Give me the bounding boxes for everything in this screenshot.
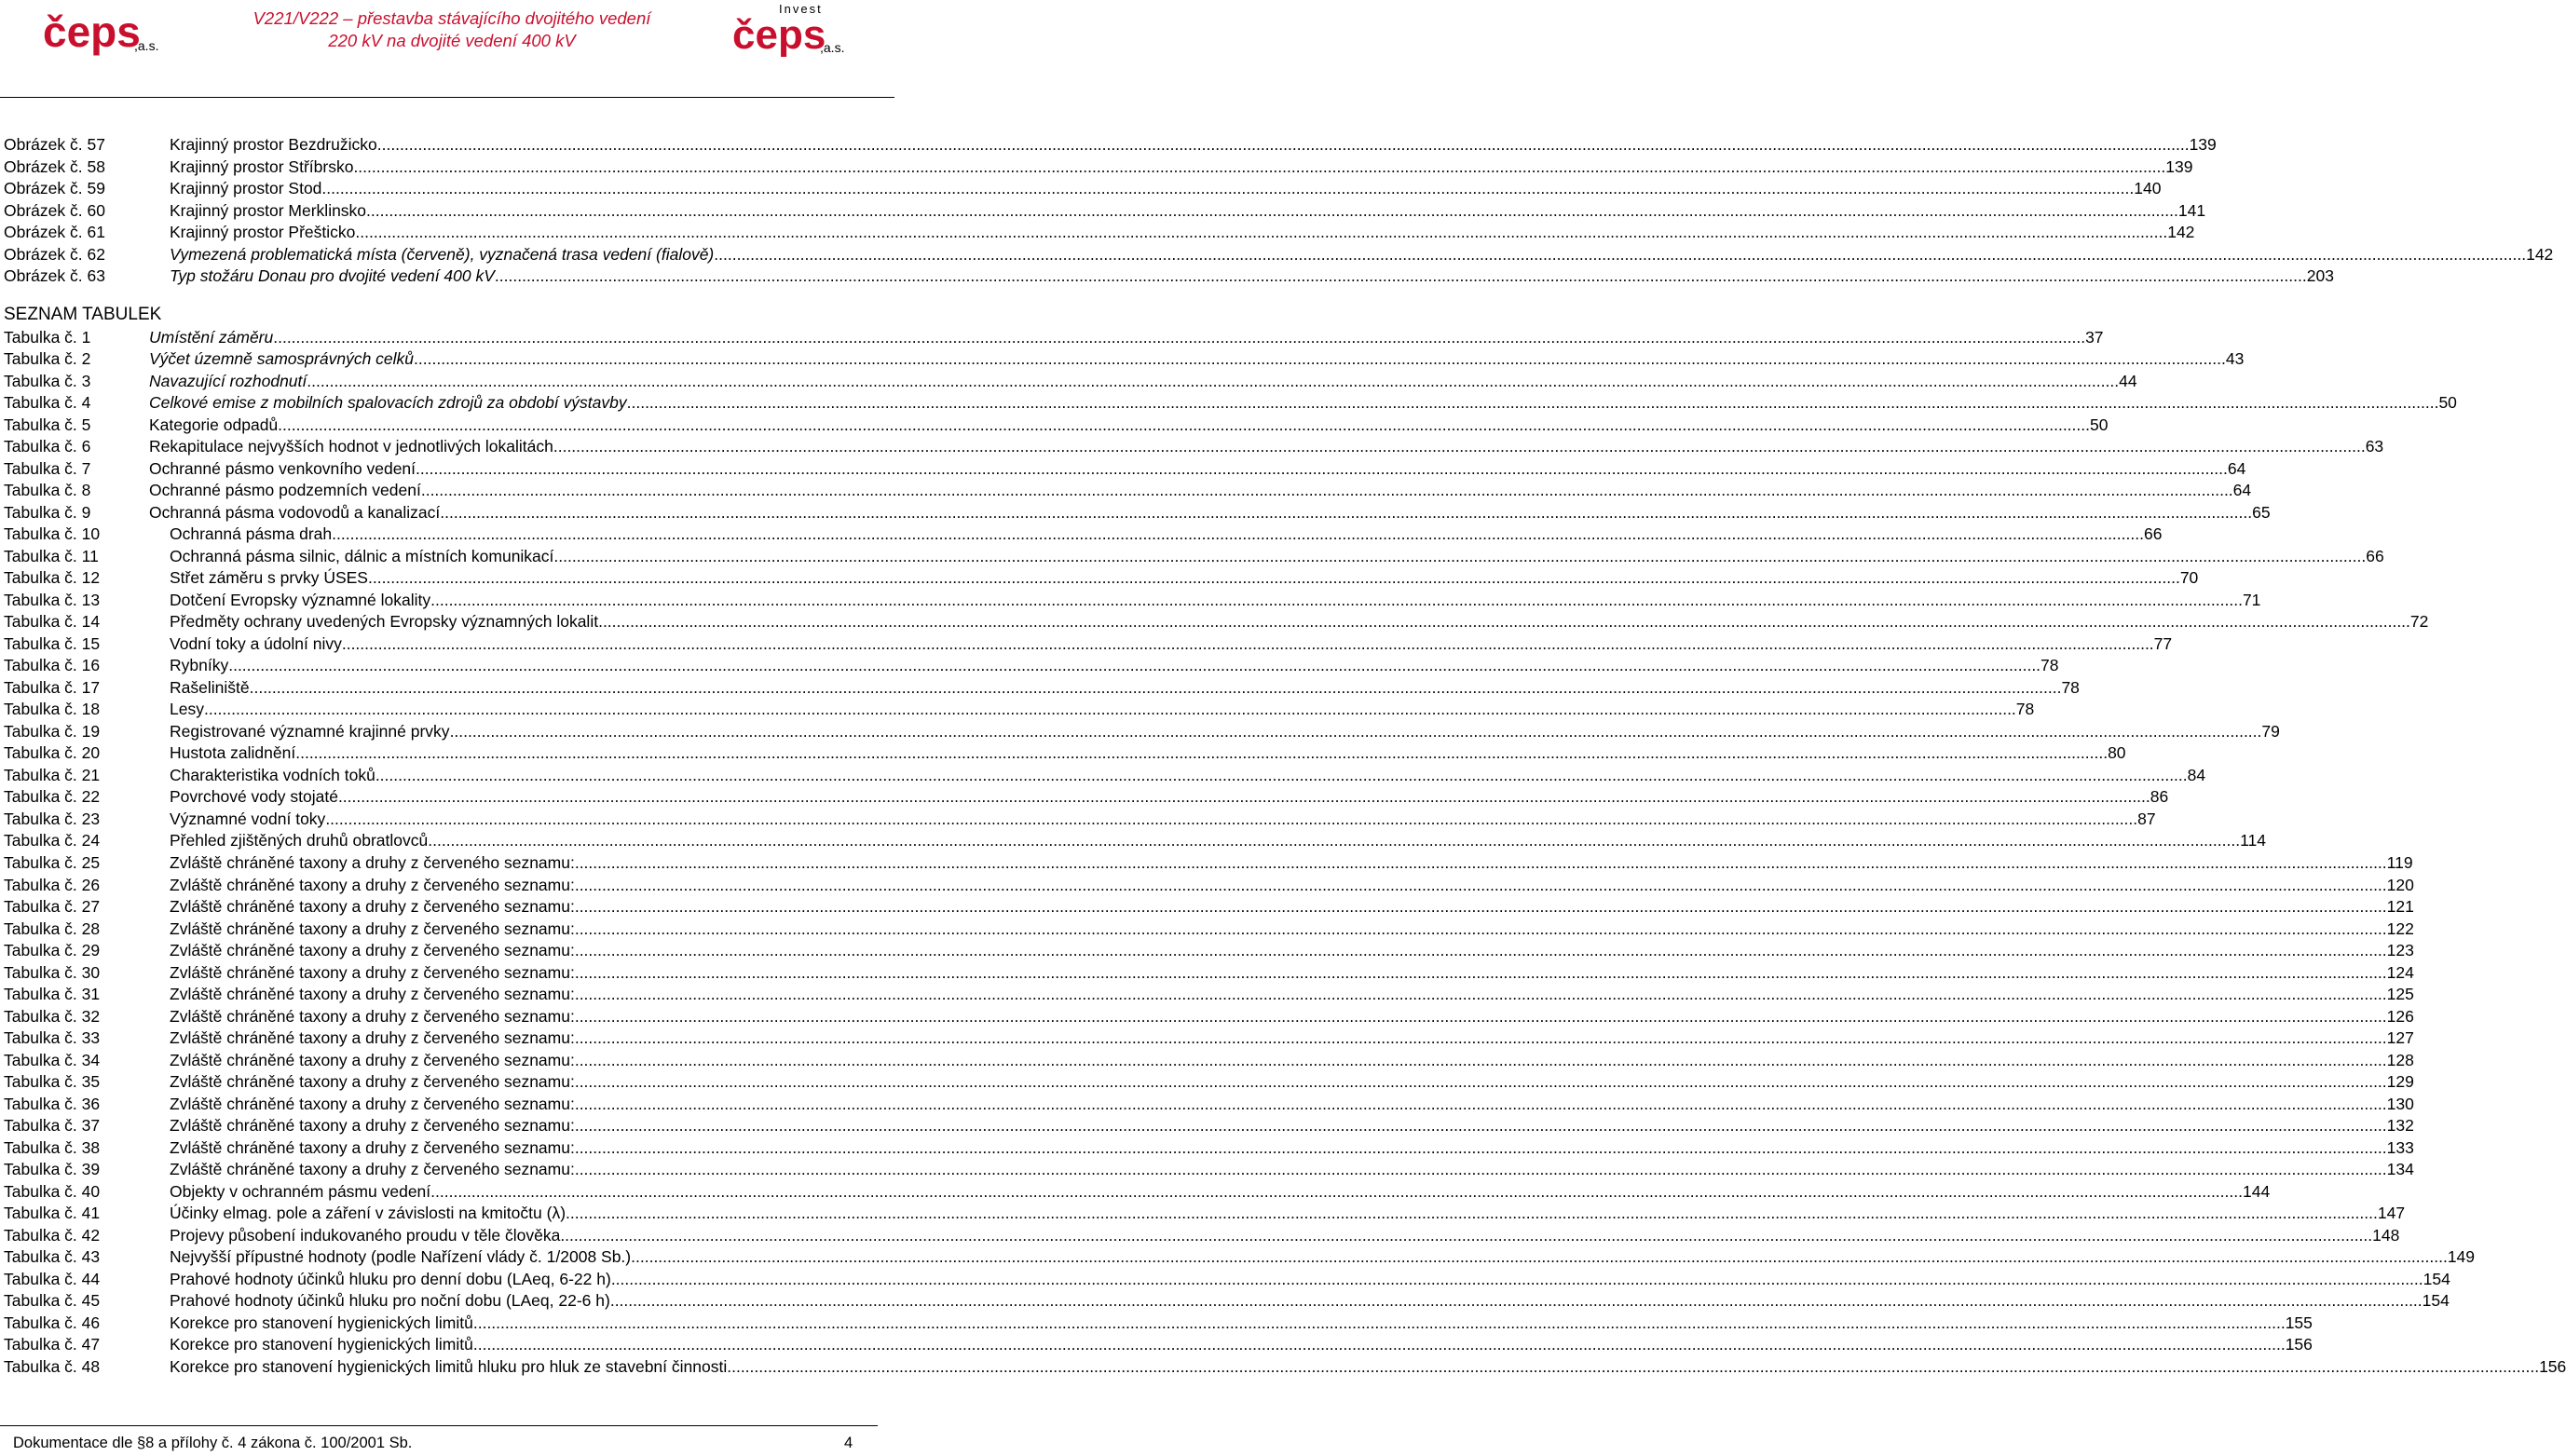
figure-entry[interactable] bbox=[4, 134, 2217, 156]
entry-title: Zvláště chráněné taxony a druhy z červeného seznamu: bbox=[170, 1072, 575, 1092]
entry-label: Tabulka č. 40 bbox=[4, 1181, 101, 1201]
entry-page-number: 37 bbox=[2085, 327, 2104, 347]
entry-label: Obrázek č. 63 bbox=[4, 266, 105, 286]
entry-label: Tabulka č. 31 bbox=[4, 985, 101, 1004]
entry-page-number: 129 bbox=[2386, 1072, 2414, 1092]
dot-leader: ................................................................................................................................................................................................................................................................................................................................................................................................................ bbox=[325, 809, 2138, 828]
table-entry[interactable] bbox=[4, 742, 2126, 765]
entry-label: Tabulka č. 33 bbox=[4, 1028, 101, 1048]
entry-label: Tabulka č. 28 bbox=[4, 919, 101, 938]
entry-title: Umístění záměru bbox=[149, 327, 274, 347]
entry-label: Tabulka č. 9 bbox=[4, 502, 91, 522]
table-entry[interactable] bbox=[4, 1006, 2414, 1028]
dot-leader: ................................................................................................................................................................................................................................................................................................................................................................................................................ bbox=[416, 458, 2228, 478]
entry-page-number: 122 bbox=[2386, 919, 2414, 938]
logo-right-wordmark: čeps bbox=[732, 12, 826, 58]
title-line-2: 220 kV na dvojité vedení 400 kV bbox=[328, 31, 576, 50]
document-title bbox=[186, 7, 717, 52]
table-entry[interactable] bbox=[4, 327, 2104, 349]
table-entry[interactable] bbox=[4, 1269, 2450, 1291]
logo-left-suffix: ,a.s. bbox=[134, 38, 159, 53]
ceps-invest-logo bbox=[730, 0, 852, 58]
figure-entry[interactable] bbox=[4, 178, 2162, 200]
table-entry[interactable] bbox=[4, 809, 2156, 831]
entry-page-number: 147 bbox=[2377, 1204, 2406, 1223]
dot-leader: ................................................................................................................................................................................................................................................................................................................................................................................................................ bbox=[574, 1006, 2387, 1026]
entry-page-number: 203 bbox=[2306, 266, 2334, 286]
table-entry[interactable] bbox=[4, 458, 2246, 481]
entry-title: Zvláště chráněné taxony a druhy z červeného seznamu: bbox=[170, 852, 575, 872]
entry-title: Prahové hodnoty účinků hluku pro denní dobu (LAeq, 6-22 h) bbox=[170, 1269, 611, 1288]
entry-label: Obrázek č. 60 bbox=[4, 200, 105, 220]
table-entry[interactable] bbox=[4, 962, 2414, 985]
dot-leader: ................................................................................................................................................................................................................................................................................................................................................................................................................ bbox=[295, 743, 2109, 763]
entry-page-number: 144 bbox=[2242, 1181, 2271, 1201]
table-entry[interactable] bbox=[4, 1137, 2414, 1160]
table-entry[interactable] bbox=[4, 852, 2413, 875]
entry-title: Zvláště chráněné taxony a druhy z červeného seznamu: bbox=[170, 1094, 575, 1113]
entry-title: Zvláště chráněné taxony a druhy z červeného seznamu: bbox=[170, 1137, 575, 1157]
table-entry[interactable] bbox=[4, 699, 2035, 721]
entry-label: Obrázek č. 62 bbox=[4, 244, 105, 264]
table-entry[interactable] bbox=[4, 1027, 2414, 1050]
entry-title: Celkové emise z mobilních spalovacích zdrojů za období výstavby bbox=[149, 393, 627, 413]
entry-label: Tabulka č. 39 bbox=[4, 1160, 101, 1179]
entry-label: Tabulka č. 20 bbox=[4, 743, 101, 763]
entry-label: Tabulka č. 16 bbox=[4, 656, 101, 675]
entry-title: Vymezená problematická místa (červeně), vyznačená trasa vedení (fialově) bbox=[170, 244, 715, 264]
entry-title: Zvláště chráněné taxony a druhy z červeného seznamu: bbox=[170, 985, 575, 1004]
entry-title: Dotčení Evropsky významné lokality bbox=[170, 590, 431, 609]
entry-title: Rašeliniště bbox=[170, 677, 250, 697]
table-entry[interactable] bbox=[4, 786, 2169, 809]
entry-page-number: 65 bbox=[2252, 502, 2271, 522]
dot-leader: ................................................................................................................................................................................................................................................................................................................................................................................................................ bbox=[598, 612, 2410, 632]
entry-page-number: 44 bbox=[2119, 371, 2137, 390]
dot-leader: ................................................................................................................................................................................................................................................................................................................................................................................................................ bbox=[353, 156, 2166, 176]
entry-label: Tabulka č. 45 bbox=[4, 1291, 101, 1311]
entry-page-number: 66 bbox=[2143, 524, 2163, 544]
entry-label: Tabulka č. 6 bbox=[4, 437, 91, 456]
entry-label: Tabulka č. 46 bbox=[4, 1313, 101, 1332]
entry-page-number: 50 bbox=[2438, 393, 2457, 413]
dot-leader: ................................................................................................................................................................................................................................................................................................................................................................................................................ bbox=[560, 1225, 2373, 1245]
figure-entry[interactable] bbox=[4, 222, 2195, 244]
entry-label: Tabulka č. 19 bbox=[4, 721, 101, 741]
dot-leader: ................................................................................................................................................................................................................................................................................................................................................................................................................ bbox=[609, 1291, 2423, 1311]
dot-leader: ................................................................................................................................................................................................................................................................................................................................................................................................................ bbox=[472, 1313, 2286, 1332]
table-entry[interactable] bbox=[4, 830, 2266, 852]
dot-leader: ................................................................................................................................................................................................................................................................................................................................................................................................................ bbox=[574, 985, 2387, 1004]
entry-page-number: 114 bbox=[2240, 831, 2266, 850]
table-entry[interactable] bbox=[4, 371, 2137, 393]
entry-title: Účinky elmag. pole a záření v závislosti na kmitočtu (λ) bbox=[170, 1204, 566, 1223]
entry-page-number: 127 bbox=[2386, 1028, 2414, 1048]
entry-label: Tabulka č. 27 bbox=[4, 897, 101, 917]
entry-label: Tabulka č. 2 bbox=[4, 349, 91, 369]
dot-leader: ................................................................................................................................................................................................................................................................................................................................................................................................................ bbox=[610, 1269, 2423, 1288]
entry-title: Hustota zalidnění bbox=[170, 743, 296, 763]
entry-page-number: 50 bbox=[2090, 415, 2109, 434]
entry-title: Projevy působení indukovaného proudu v těle člověka bbox=[170, 1225, 561, 1245]
footer-page-number: 4 bbox=[844, 1435, 853, 1451]
table-entry[interactable] bbox=[4, 765, 2206, 787]
dot-leader: ................................................................................................................................................................................................................................................................................................................................................................................................................ bbox=[553, 437, 2366, 456]
entry-label: Tabulka č. 43 bbox=[4, 1247, 101, 1267]
entry-label: Tabulka č. 8 bbox=[4, 481, 91, 500]
table-entry[interactable] bbox=[4, 655, 2059, 677]
entry-label: Obrázek č. 57 bbox=[4, 135, 105, 154]
entry-page-number: 64 bbox=[2232, 481, 2252, 500]
entry-page-number: 79 bbox=[2261, 721, 2280, 741]
dot-leader: ................................................................................................................................................................................................................................................................................................................................................................................................................ bbox=[574, 1137, 2387, 1157]
entry-title: Charakteristika vodních toků bbox=[170, 765, 375, 784]
dot-leader: ................................................................................................................................................................................................................................................................................................................................................................................................................ bbox=[727, 1356, 2540, 1376]
title-line-1: V221/V222 – přestavba stávajícího dvojitého vedení bbox=[253, 8, 651, 28]
entry-title: Krajinný prostor Stod bbox=[170, 179, 322, 198]
entry-title: Střet záměru s prvky ÚSES bbox=[170, 568, 368, 588]
entry-page-number: 126 bbox=[2386, 1006, 2414, 1026]
dot-leader: ................................................................................................................................................................................................................................................................................................................................................................................................................ bbox=[574, 1072, 2387, 1092]
table-entry[interactable] bbox=[4, 1203, 2406, 1225]
dot-leader: ................................................................................................................................................................................................................................................................................................................................................................................................................ bbox=[449, 721, 2262, 741]
table-entry[interactable] bbox=[4, 348, 2245, 371]
dot-leader: ................................................................................................................................................................................................................................................................................................................................................................................................................ bbox=[574, 875, 2387, 894]
entry-label: Tabulka č. 34 bbox=[4, 1050, 101, 1069]
dot-leader: ................................................................................................................................................................................................................................................................................................................................................................................................................ bbox=[278, 415, 2090, 434]
entry-page-number: 141 bbox=[2177, 200, 2206, 220]
entry-title: Korekce pro stanovení hygienických limitů bbox=[170, 1335, 473, 1354]
table-entry[interactable] bbox=[4, 546, 2384, 568]
dot-leader: ................................................................................................................................................................................................................................................................................................................................................................................................................ bbox=[249, 677, 2062, 697]
entry-label: Tabulka č. 26 bbox=[4, 875, 101, 894]
footer-text: Dokumentace dle §8 a přílohy č. 4 zákona č. 100/2001 Sb. bbox=[13, 1435, 413, 1451]
entry-title: Ochranná pásma vodovodů a kanalizací bbox=[149, 502, 441, 522]
dot-leader: ................................................................................................................................................................................................................................................................................................................................................................................................................ bbox=[337, 787, 2150, 807]
dot-leader: ................................................................................................................................................................................................................................................................................................................................................................................................................ bbox=[430, 1181, 2243, 1201]
entry-label: Tabulka č. 23 bbox=[4, 809, 101, 828]
entry-label: Tabulka č. 29 bbox=[4, 941, 101, 960]
entry-title: Povrchové vody stojaté bbox=[170, 787, 338, 807]
entry-title: Předměty ochrany uvedených Evropsky významných lokalit bbox=[170, 612, 599, 632]
entry-page-number: 43 bbox=[2225, 349, 2245, 369]
table-entry[interactable] bbox=[4, 392, 2457, 415]
dot-leader: ................................................................................................................................................................................................................................................................................................................................................................................................................ bbox=[714, 244, 2527, 264]
dot-leader: ................................................................................................................................................................................................................................................................................................................................................................................................................ bbox=[273, 327, 2086, 347]
entry-title: Krajinný prostor Bezdružicko bbox=[170, 135, 377, 154]
entry-title: Korekce pro stanovení hygienických limitů hluku pro hluk ze stavební činnosti bbox=[170, 1356, 728, 1376]
dot-leader: ................................................................................................................................................................................................................................................................................................................................................................................................................ bbox=[203, 700, 2016, 719]
table-entry[interactable] bbox=[4, 1115, 2414, 1137]
entry-page-number: 132 bbox=[2386, 1116, 2414, 1136]
entry-title: Rybníky bbox=[170, 656, 229, 675]
table-entry[interactable] bbox=[4, 1071, 2414, 1094]
entry-page-number: 87 bbox=[2137, 809, 2156, 828]
entry-page-number: 78 bbox=[2061, 677, 2080, 697]
entry-label: Tabulka č. 44 bbox=[4, 1269, 101, 1288]
dot-leader: ................................................................................................................................................................................................................................................................................................................................................................................................................ bbox=[367, 568, 2180, 588]
dot-leader: ................................................................................................................................................................................................................................................................................................................................................................................................................ bbox=[375, 765, 2188, 784]
table-entry[interactable] bbox=[4, 415, 2109, 437]
dot-leader: ................................................................................................................................................................................................................................................................................................................................................................................................................ bbox=[355, 223, 2168, 242]
entry-page-number: 86 bbox=[2150, 787, 2169, 807]
entry-title: Krajinný prostor Přešticko bbox=[170, 223, 356, 242]
dot-leader: ................................................................................................................................................................................................................................................................................................................................................................................................................ bbox=[574, 941, 2387, 960]
entry-label: Tabulka č. 12 bbox=[4, 568, 101, 588]
entry-title: Zvláště chráněné taxony a druhy z červeného seznamu: bbox=[170, 1050, 575, 1069]
entry-label: Tabulka č. 32 bbox=[4, 1006, 101, 1026]
logo-right-invest: Invest bbox=[779, 2, 823, 16]
entry-title: Objekty v ochranném pásmu vedení bbox=[170, 1181, 431, 1201]
entry-page-number: 139 bbox=[2165, 156, 2193, 176]
figure-entry[interactable] bbox=[4, 200, 2206, 223]
dot-leader: ................................................................................................................................................................................................................................................................................................................................................................................................................ bbox=[574, 1028, 2387, 1048]
dot-leader: ................................................................................................................................................................................................................................................................................................................................................................................................................ bbox=[494, 266, 2307, 286]
table-entry[interactable] bbox=[4, 1094, 2414, 1116]
entry-page-number: 84 bbox=[2187, 765, 2206, 784]
dot-leader: ................................................................................................................................................................................................................................................................................................................................................................................................................ bbox=[472, 1335, 2286, 1354]
entry-title: Zvláště chráněné taxony a druhy z červeného seznamu: bbox=[170, 1006, 575, 1026]
dot-leader: ................................................................................................................................................................................................................................................................................................................................................................................................................ bbox=[635, 1247, 2448, 1267]
entry-title: Prahové hodnoty účinků hluku pro noční dobu (LAeq, 22-6 h) bbox=[170, 1291, 610, 1311]
entry-page-number: 78 bbox=[2041, 656, 2059, 675]
entry-title: Ochranné pásmo venkovního vedení bbox=[149, 458, 416, 478]
dot-leader: ................................................................................................................................................................................................................................................................................................................................................................................................................ bbox=[428, 831, 2241, 850]
entry-page-number: 155 bbox=[2285, 1313, 2313, 1332]
entry-page-number: 77 bbox=[2153, 633, 2173, 653]
entry-page-number: 156 bbox=[2539, 1356, 2566, 1376]
entry-label: Tabulka č. 35 bbox=[4, 1072, 101, 1092]
entry-label: Tabulka č. 48 bbox=[4, 1356, 101, 1376]
entry-page-number: 140 bbox=[2134, 179, 2162, 198]
table-entry[interactable] bbox=[4, 1313, 2313, 1335]
entry-title: Nejvyšší přípustné hodnoty (podle Nařízení vlády č. 1/2008 Sb.). bbox=[170, 1247, 635, 1267]
table-entry[interactable] bbox=[4, 1356, 2566, 1379]
entry-title: Rekapitulace nejvyšších hodnot v jednotlivých lokalitách bbox=[149, 437, 553, 456]
entry-title: Zvláště chráněné taxony a druhy z červeného seznamu: bbox=[170, 897, 575, 917]
dot-leader: ................................................................................................................................................................................................................................................................................................................................................................................................................ bbox=[440, 502, 2253, 522]
table-entry[interactable] bbox=[4, 940, 2414, 962]
table-entry[interactable] bbox=[4, 633, 2173, 656]
dot-leader: ................................................................................................................................................................................................................................................................................................................................................................................................................ bbox=[414, 349, 2226, 369]
entry-label: Tabulka č. 38 bbox=[4, 1137, 101, 1157]
dot-leader: ................................................................................................................................................................................................................................................................................................................................................................................................................ bbox=[341, 633, 2154, 653]
entry-page-number: 78 bbox=[2015, 700, 2035, 719]
table-entry[interactable] bbox=[4, 590, 2261, 612]
entry-title: Krajinný prostor Merklinsko bbox=[170, 200, 367, 220]
table-entry[interactable] bbox=[4, 611, 2429, 633]
table-entry[interactable] bbox=[4, 480, 2252, 502]
dot-leader: ................................................................................................................................................................................................................................................................................................................................................................................................................ bbox=[574, 1116, 2387, 1136]
entry-page-number: 149 bbox=[2447, 1247, 2476, 1267]
entry-page-number: 154 bbox=[2423, 1269, 2450, 1288]
dot-leader: ................................................................................................................................................................................................................................................................................................................................................................................................................ bbox=[574, 919, 2387, 938]
table-entry[interactable] bbox=[4, 1246, 2476, 1269]
entry-title: Krajinný prostor Stříbrsko bbox=[170, 156, 354, 176]
entry-label: Tabulka č. 25 bbox=[4, 852, 101, 872]
entry-label: Obrázek č. 61 bbox=[4, 223, 105, 242]
table-entry[interactable] bbox=[4, 1159, 2414, 1181]
entry-label: Tabulka č. 37 bbox=[4, 1116, 101, 1136]
entry-page-number: 121 bbox=[2386, 897, 2414, 917]
entry-page-number: 148 bbox=[2372, 1225, 2400, 1245]
table-entry[interactable] bbox=[4, 524, 2163, 546]
entry-page-number: 128 bbox=[2386, 1050, 2414, 1069]
entry-title: Ochranné pásmo podzemních vedení bbox=[149, 481, 421, 500]
entry-label: Tabulka č. 15 bbox=[4, 633, 101, 653]
table-entry[interactable] bbox=[4, 1050, 2414, 1072]
entry-label: Obrázek č. 58 bbox=[4, 156, 105, 176]
entry-title: Významné vodní toky bbox=[170, 809, 326, 828]
dot-leader: ................................................................................................................................................................................................................................................................................................................................................................................................................ bbox=[574, 852, 2387, 872]
entry-page-number: 134 bbox=[2386, 1160, 2414, 1179]
entry-page-number: 133 bbox=[2386, 1137, 2414, 1157]
entry-title: Registrované významné krajinné prvky bbox=[170, 721, 450, 741]
entry-label: Tabulka č. 47 bbox=[4, 1335, 101, 1354]
entry-title: Ochranná pásma drah bbox=[170, 524, 333, 544]
table-entry[interactable] bbox=[4, 1181, 2271, 1204]
entry-label: Tabulka č. 11 bbox=[4, 546, 99, 565]
table-entry[interactable] bbox=[4, 1334, 2313, 1356]
entry-label: Tabulka č. 36 bbox=[4, 1094, 101, 1113]
dot-leader: ................................................................................................................................................................................................................................................................................................................................................................................................................ bbox=[626, 393, 2439, 413]
table-of-contents bbox=[4, 134, 2566, 1378]
entry-title: Zvláště chráněné taxony a druhy z červeného seznamu: bbox=[170, 919, 575, 938]
table-entry[interactable] bbox=[4, 896, 2414, 919]
entry-label: Tabulka č. 13 bbox=[4, 590, 101, 609]
entry-page-number: 66 bbox=[2366, 546, 2384, 565]
dot-leader: ................................................................................................................................................................................................................................................................................................................................................................................................................ bbox=[321, 179, 2135, 198]
entry-page-number: 130 bbox=[2386, 1094, 2414, 1113]
entry-label: Tabulka č. 18 bbox=[4, 700, 101, 719]
tables-list-heading: SEZNAM TABULEK bbox=[4, 304, 162, 324]
entry-label: Tabulka č. 17 bbox=[4, 677, 101, 697]
logo-left-wordmark: čeps bbox=[43, 7, 141, 56]
entry-title: Typ stožáru Donau pro dvojité vedení 400 kV bbox=[170, 266, 495, 286]
entry-title: Navazující rozhodnutí bbox=[149, 371, 307, 390]
entry-title: Zvláště chráněné taxony a druhy z červeného seznamu: bbox=[170, 1028, 575, 1048]
entry-title: Kategorie odpadů bbox=[149, 415, 279, 434]
table-entry[interactable] bbox=[4, 436, 2384, 458]
entry-page-number: 139 bbox=[2189, 135, 2217, 154]
entry-title: Ochranná pásma silnic, dálnic a místních komunikací bbox=[170, 546, 554, 565]
entry-page-number: 154 bbox=[2422, 1291, 2450, 1311]
figure-entry[interactable] bbox=[4, 244, 2554, 266]
dot-leader: ................................................................................................................................................................................................................................................................................................................................................................................................................ bbox=[553, 546, 2367, 565]
entry-title: Výčet územně samosprávných celků bbox=[149, 349, 415, 369]
entry-title: Vodní toky a údolní nivy bbox=[170, 633, 342, 653]
entry-page-number: 123 bbox=[2386, 941, 2414, 960]
entry-title: Lesy bbox=[170, 700, 204, 719]
entry-title: Korekce pro stanovení hygienických limitů bbox=[170, 1313, 473, 1332]
entry-page-number: 124 bbox=[2386, 962, 2414, 982]
dot-leader: ................................................................................................................................................................................................................................................................................................................................................................................................................ bbox=[430, 590, 2243, 609]
entry-page-number: 142 bbox=[2167, 223, 2195, 242]
entry-label: Tabulka č. 14 bbox=[4, 612, 101, 632]
entry-label: Tabulka č. 21 bbox=[4, 765, 101, 784]
entry-page-number: 80 bbox=[2108, 743, 2126, 763]
figure-entry[interactable] bbox=[4, 156, 2193, 179]
entry-label: Tabulka č. 22 bbox=[4, 787, 101, 807]
entry-page-number: 72 bbox=[2409, 612, 2429, 632]
logo-right-suffix: ,a.s. bbox=[820, 40, 845, 55]
dot-leader: ................................................................................................................................................................................................................................................................................................................................................................................................................ bbox=[566, 1204, 2378, 1223]
entry-label: Tabulka č. 30 bbox=[4, 962, 101, 982]
table-entry[interactable] bbox=[4, 567, 2199, 590]
entry-label: Tabulka č. 3 bbox=[4, 371, 91, 390]
table-entry[interactable] bbox=[4, 919, 2414, 941]
dot-leader: ................................................................................................................................................................................................................................................................................................................................................................................................................ bbox=[574, 897, 2387, 917]
dot-leader: ................................................................................................................................................................................................................................................................................................................................................................................................................ bbox=[376, 135, 2190, 154]
entry-title: Zvláště chráněné taxony a druhy z červeného seznamu: bbox=[170, 875, 575, 894]
entry-page-number: 156 bbox=[2285, 1335, 2313, 1354]
dot-leader: ................................................................................................................................................................................................................................................................................................................................................................................................................ bbox=[366, 200, 2178, 220]
entry-title: Zvláště chráněné taxony a druhy z červeného seznamu: bbox=[170, 941, 575, 960]
entry-label: Tabulka č. 5 bbox=[4, 415, 91, 434]
entry-page-number: 119 bbox=[2386, 852, 2413, 872]
entry-label: Obrázek č. 59 bbox=[4, 179, 105, 198]
entry-label: Tabulka č. 10 bbox=[4, 524, 101, 544]
entry-label: Tabulka č. 41 bbox=[4, 1204, 101, 1223]
entry-title: Zvláště chráněné taxony a druhy z červeného seznamu: bbox=[170, 1160, 575, 1179]
dot-leader: ................................................................................................................................................................................................................................................................................................................................................................................................................ bbox=[420, 481, 2233, 500]
figure-entry[interactable] bbox=[4, 265, 2334, 288]
entry-title: Zvláště chráněné taxony a druhy z červeného seznamu: bbox=[170, 1116, 575, 1136]
page-header bbox=[0, 0, 894, 97]
table-entry[interactable] bbox=[4, 502, 2271, 524]
entry-label: Tabulka č. 4 bbox=[4, 393, 91, 413]
entry-page-number: 63 bbox=[2365, 437, 2384, 456]
table-entry[interactable] bbox=[4, 1225, 2400, 1247]
entry-page-number: 70 bbox=[2179, 568, 2199, 588]
dot-leader: ................................................................................................................................................................................................................................................................................................................................................................................................................ bbox=[574, 1050, 2387, 1069]
dot-leader: ................................................................................................................................................................................................................................................................................................................................................................................................................ bbox=[574, 1160, 2387, 1179]
dot-leader: ................................................................................................................................................................................................................................................................................................................................................................................................................ bbox=[332, 524, 2144, 544]
table-entry[interactable] bbox=[4, 677, 2080, 700]
dot-leader: ................................................................................................................................................................................................................................................................................................................................................................................................................ bbox=[574, 962, 2387, 982]
table-entry[interactable] bbox=[4, 721, 2280, 743]
entry-label: Tabulka č. 42 bbox=[4, 1225, 101, 1245]
entry-page-number: 142 bbox=[2526, 244, 2554, 264]
entry-page-number: 64 bbox=[2227, 458, 2246, 478]
entry-title: Zvláště chráněné taxony a druhy z červeného seznamu: bbox=[170, 962, 575, 982]
entry-label: Tabulka č. 24 bbox=[4, 831, 101, 850]
entry-label: Tabulka č. 1 bbox=[4, 327, 91, 347]
dot-leader: ................................................................................................................................................................................................................................................................................................................................................................................................................ bbox=[307, 371, 2120, 390]
entry-title: Přehled zjištěných druhů obratlovců bbox=[170, 831, 429, 850]
ceps-logo bbox=[41, 6, 171, 58]
footer-divider bbox=[0, 1425, 878, 1426]
dot-leader: ................................................................................................................................................................................................................................................................................................................................................................................................................ bbox=[228, 656, 2041, 675]
entry-page-number: 71 bbox=[2242, 590, 2261, 609]
dot-leader: ................................................................................................................................................................................................................................................................................................................................................................................................................ bbox=[574, 1094, 2387, 1113]
table-entry[interactable] bbox=[4, 984, 2414, 1006]
table-entry[interactable] bbox=[4, 875, 2414, 897]
entry-page-number: 125 bbox=[2386, 985, 2414, 1004]
entry-label: Tabulka č. 7 bbox=[4, 458, 91, 478]
entry-page-number: 120 bbox=[2386, 875, 2414, 894]
header-divider bbox=[0, 97, 894, 98]
table-entry[interactable] bbox=[4, 1290, 2450, 1313]
